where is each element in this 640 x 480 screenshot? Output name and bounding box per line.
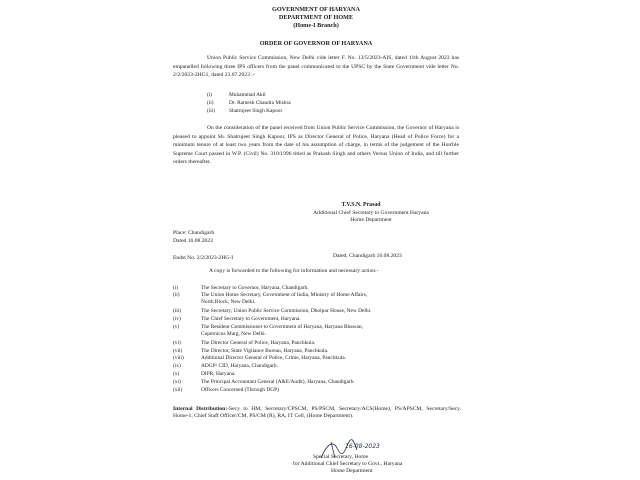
recipient-text: Officers Concerned (Through DGP) (201, 387, 279, 393)
internal-distribution-text: Secy to HM, Secretary/CPSCM, PS/PSCM, Secretary/ACS(Home), PS/APSCM, Secretary/Secy. Home-1, Chief Staff Officer/CM, PS/CM (R), RA, IT Cell, (Home Department). (173, 406, 461, 420)
recipient-text: The Secretary, Union Public Service Commission, Dholpur House, New Delhi. (201, 308, 372, 314)
recipient-text: The Director General of Police, Haryana, Panchkula. (201, 340, 316, 346)
officer-number: (ii) (207, 100, 214, 106)
recipient-number: (iii) (173, 308, 182, 314)
endorsement-date: Dated, Chandigarh 16.08.2023 (333, 253, 402, 259)
header-branch: (Home-I Branch) (293, 22, 339, 29)
recipient-text: Copernicus Marg, New Delhi. (201, 331, 267, 337)
signatory-department: Home Department (350, 217, 392, 223)
officer-name: Muhammad Akil (229, 92, 266, 98)
officer-number: (i) (207, 92, 213, 98)
internal-distribution-label: Internal Distribution:- (173, 406, 230, 412)
recipient-number: (i) (173, 285, 179, 291)
recipient-number: (xi) (173, 379, 181, 385)
handwritten-date: 16-08-2023 (345, 443, 380, 450)
recipient-number: (ix) (173, 363, 181, 369)
recipient-text: The Resident Commissioner to Government of Haryana, Haryana Bhawan, (201, 324, 363, 330)
order-title: ORDER OF GOVERNOR OF HARYANA (259, 40, 373, 47)
recipient-text: Additional Director General of Police, Crime, Haryana, Panchkula. (201, 355, 347, 361)
internal-distribution (173, 406, 461, 421)
recipient-text: ADGP/ CID, Haryana, Chandigarh. (201, 363, 278, 369)
order-paragraph-1: Union Public Service Commission, New Delhi vide letter F. No. 13/5/2023-AIS, dated 11th August 2023 has empanelled following three IPS officers from the panel communicated to the UPSC by the State Government vide letter No. 2/2/2023-2HG1, dated 23.07.2023 :- (173, 55, 459, 79)
recipient-number: (vi) (173, 340, 181, 346)
recipient-number: (ii) (173, 292, 180, 298)
recipient-number: (v) (173, 324, 180, 330)
place: Place: Chandigarh (173, 230, 215, 236)
recipient-number: (x) (173, 371, 180, 377)
recipient-text: The Union Home Secretary, Government of India, Ministry of Home Affairs, (201, 292, 368, 298)
signatory2-line3: Home Department (331, 468, 373, 474)
recipient-text: The Chief Secretary to Government, Haryana. (201, 316, 301, 322)
document-page (163, 4, 469, 472)
recipient-text: The Principal Accountant General (A&E/Audit), Haryana, Chandigarh. (201, 379, 355, 385)
recipient-number: (viii) (173, 355, 184, 361)
endorsement-number: Endst No. 2/2/2023-2HG-I (173, 255, 234, 261)
recipient-text: DIPR, Haryana. (201, 371, 236, 377)
officer-name: Dr. Ramesh Chandra Mishra (229, 100, 291, 106)
recipient-text: The Director, State Vigilance Bureau, Haryana, Panchkula. (201, 348, 329, 354)
signatory-designation: Additional Chief Secretary to Government Haryana (313, 210, 429, 216)
header-government: GOVERNMENT OF HARYANA (272, 6, 360, 13)
signatory2-line1: Special Secretary, Home (313, 454, 369, 460)
signatory-name: T.V.S.N. Prasad (341, 202, 381, 208)
order-paragraph-2: On the consideration of the panel received from Union Public Service Commission, the Governor of Haryana is pleased to appoint Sh. Shatrujeet Singh Kapoor, IPS as Director General of Police, Haryana (Head of Police Force) for a minimum tenure of at least two years from the date of his assumption of charge, in terms of the judgement of the Hon'ble Supreme Court passed in W.P. (Civil) No. 310/1996 titled as Prakash Singh and others Versus Union of India, and till further orders thereafter. (173, 125, 459, 166)
signatory2-line2: for Additional Chief Secretary to Govt., Haryana (293, 461, 403, 467)
officer-number: (iii) (207, 108, 216, 114)
recipient-number: (xii) (173, 387, 183, 393)
recipient-text: The Secretary to Governor, Haryana, Chandigarh. (201, 285, 309, 291)
recipient-number: (iv) (173, 316, 181, 322)
recipient-text: North Block, New Delhi. (201, 299, 256, 305)
forward-intro: A copy is forwarded to the following for information and necessary action:- (209, 268, 379, 274)
order-date: Dated 16.08.2023 (173, 238, 213, 244)
header-department: DEPARTMENT OF HOME (278, 14, 354, 21)
recipient-number: (vii) (173, 348, 183, 354)
officer-name: Shatrujeet Singh Kapoor (229, 108, 283, 114)
